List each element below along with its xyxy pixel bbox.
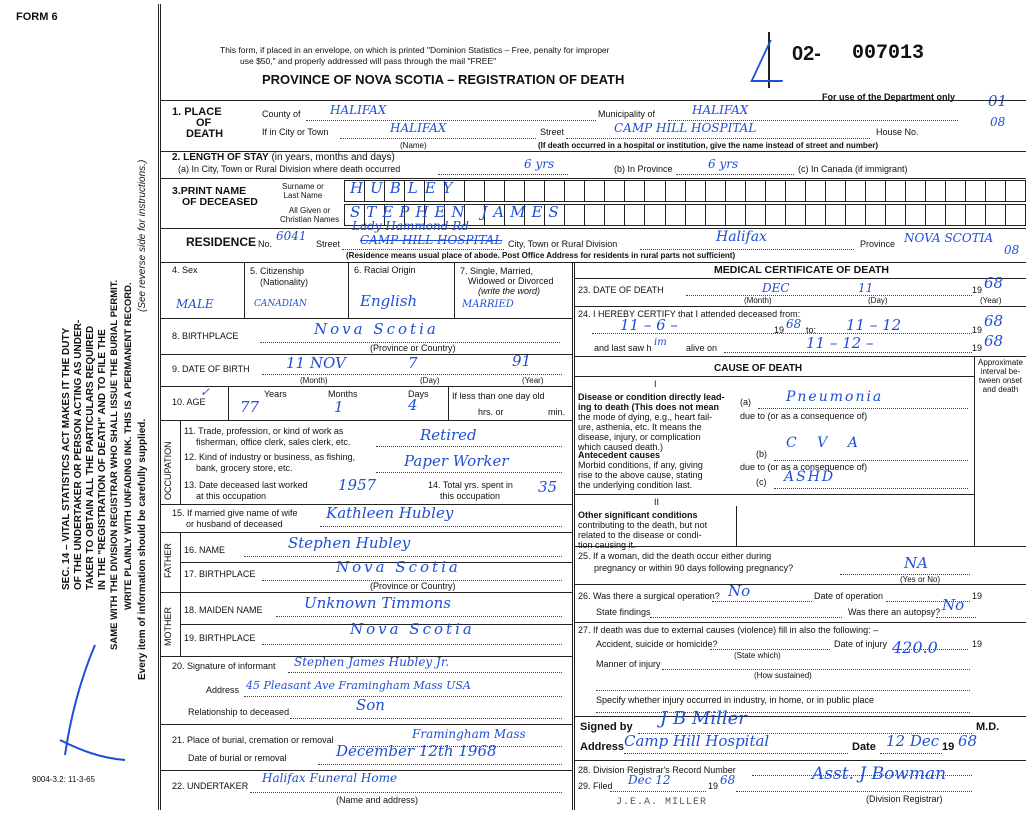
record-number-label: 28. Division Registrar's Record Number — [578, 765, 736, 775]
occ12-label: 12. Kind of industry or business, as fishing, bank, grocery store, etc. — [184, 452, 356, 473]
dept-code-2: 08 — [990, 115, 1006, 129]
filed-year-value: 68 — [720, 773, 736, 787]
surgery-label: 26. Was there a surgical operation? — [578, 591, 720, 601]
cause-c-label: (c) — [756, 477, 767, 487]
residence-city-label: City, Town or Rural Division — [508, 239, 618, 249]
mother-side-label: MOTHER — [163, 607, 173, 646]
sex-value: MALE — [176, 297, 214, 311]
citizenship-value: CANADIAN — [254, 299, 307, 309]
cause-a-label: (a) — [740, 397, 751, 407]
division-registrar-paren: (Division Registrar) — [866, 794, 943, 804]
informant-address-value: 45 Pleasant Ave Framingham Mass USA — [246, 679, 471, 692]
father-birthplace-label: 17. BIRTHPLACE — [184, 569, 256, 579]
side-instruction-2: OF THE UNDERTAKER OR PERSON ACTING AS UNDER- — [73, 319, 84, 590]
relationship-label: Relationship to deceased — [188, 707, 290, 717]
city-value: HALIFAX — [390, 121, 447, 135]
dept-code-1: 01 — [988, 92, 1008, 110]
margin-signature-stroke — [40, 640, 130, 765]
stay-b-label: (b) In Province — [614, 164, 673, 174]
side-instruction-8: (See reverse side for instructions.) — [137, 159, 148, 312]
municipality-value: HALIFAX — [692, 103, 749, 117]
filed-label: 29. Filed — [578, 781, 613, 791]
min-label: min. — [548, 407, 566, 417]
surgery-value: No — [728, 582, 751, 600]
dod-year-value: 68 — [984, 274, 1004, 292]
sign-date-label: Date — [852, 741, 876, 753]
residence-no-label: No. — [258, 239, 273, 249]
mother-maiden-label: 18. MAIDEN NAME — [184, 605, 263, 615]
antecedent-label: Antecedent causes Morbid conditions, if any, giving rise to the above cause, stating the underlying condition last. — [578, 450, 703, 490]
interval-label: Approximate interval be- tween onset and death — [978, 358, 1023, 394]
dod-month-paren: (Month) — [744, 296, 772, 305]
residence-no-value: 6041 — [276, 229, 307, 243]
pregnancy-label-1: 25. If a woman, did the death occur either during — [578, 551, 772, 561]
stay-a-label: (a) In City, Town or Rural Division where death occurred — [178, 164, 401, 174]
house-no-label: House No. — [876, 127, 919, 137]
burial-date-value: December 12th 1968 — [336, 742, 497, 760]
stay-b-value: 6 yrs — [708, 157, 739, 171]
age-months-label: Months — [328, 389, 358, 399]
specify-label: Specify whether injury occurred in industry, in home, or in public place — [596, 695, 874, 705]
length-of-stay-heading: 2. LENGTH OF STAY (in years, months and days) — [172, 152, 395, 163]
autopsy-value: No — [942, 596, 965, 614]
age-days-value: 4 — [408, 396, 418, 414]
residence-city-value: Halifax — [716, 229, 767, 245]
informant-address-label: Address — [206, 685, 240, 695]
cert-to-label: to: — [806, 325, 817, 335]
undertaker-paren: (Name and address) — [336, 795, 419, 805]
yes-no-paren: (Yes or No) — [900, 575, 941, 584]
injury-19: 19 — [972, 639, 983, 649]
doctor-address-value: Camp Hill Hospital — [624, 732, 770, 750]
surname-label: Surname or Last Name — [282, 182, 324, 200]
side-instruction-3: TAKER TO OBTAIN ALL THE PARTICULARS REQUIRED — [85, 325, 96, 590]
cause-a-value: Pneumonia — [786, 389, 884, 405]
alive-on-label: alive on — [686, 343, 718, 353]
undertaker-value: Halifax Funeral Home — [262, 771, 398, 785]
occ11-label: 11. Trade, profession, or kind of work as fisherman, office clerk, sales clerk, etc. — [184, 426, 351, 447]
father-name-value: Stephen Hubley — [288, 534, 411, 552]
dob-month-paren: (Month) — [300, 376, 328, 385]
marital-status-value: MARRIED — [462, 299, 514, 310]
cert-from-value: 11 – 6 – — [620, 316, 678, 334]
burial-date-label: Date of burial or removal — [188, 753, 287, 763]
stay-a-value: 6 yrs — [524, 157, 555, 171]
cause-part-i: I — [654, 379, 657, 389]
relationship-value: Son — [356, 696, 385, 714]
sign-year-value: 68 — [958, 732, 978, 750]
informant-value: Stephen James Hubley Jr. — [294, 655, 450, 669]
birthplace-value: Nova Scotia — [314, 320, 439, 338]
birthplace-paren: (Province or Country) — [370, 343, 456, 353]
age-check-icon: ✓ — [200, 385, 211, 399]
surname-value: HUBLEY — [350, 179, 460, 197]
citizenship-label: 5. Citizenship (Nationality) — [250, 266, 309, 287]
sign-date-value: 12 Dec — [886, 732, 940, 750]
dob-label: 9. DATE OF BIRTH — [172, 364, 250, 374]
residence-street-label: Street — [316, 239, 341, 249]
given-names-value: STEPHEN JAMES — [350, 203, 565, 221]
residence-province-value: NOVA SCOTIA — [904, 231, 994, 245]
md-label: M.D. — [976, 721, 1000, 733]
father-birthplace-paren: (Province or Country) — [370, 581, 456, 591]
cause-b-label: (b) — [756, 449, 767, 459]
form-number: FORM 6 — [16, 11, 58, 23]
sign-19: 19 — [942, 741, 955, 753]
dob-year-paren: (Year) — [522, 376, 544, 385]
name-paren-label: (Name) — [400, 141, 427, 150]
given-names-label: All Given or Christian Names — [280, 206, 340, 224]
cert-to-19: 19 — [972, 325, 983, 335]
signed-by-value: J B Miller — [660, 708, 747, 729]
cert-from-19: 19 — [774, 325, 785, 335]
pregnancy-label-2: pregnancy or within 90 days following pregnancy? — [594, 563, 794, 573]
manner-of-injury-label: Manner of injury — [596, 659, 661, 669]
marital-status-label: 7. Single, Married, Widowed or Divorced (write the word) — [460, 266, 554, 296]
dob-month-value: 11 NOV — [286, 354, 346, 372]
certify-label: 24. I HEREBY CERTIFY that I attended deceased from: — [578, 309, 801, 319]
side-instruction-1: SEC. 14 – VITAL STATISTICS ACT MAKES IT THE DUTY — [61, 327, 72, 590]
due-to-label-2: due to (or as a consequence of) — [740, 462, 868, 472]
alive-year: 68 — [984, 332, 1004, 350]
father-side-label: FATHER — [163, 543, 173, 578]
side-instruction-6: WRITE PLAINLY WITH UNFADING INK. THIS IS A PERMANENT RECORD. — [123, 282, 134, 610]
dod-day-paren: (Day) — [868, 296, 888, 305]
father-birthplace-value: Nova Scotia — [336, 558, 461, 576]
how-sustained-paren: (How sustained) — [754, 671, 812, 680]
state-which-paren: (State which) — [734, 651, 781, 660]
residence-code: 08 — [1004, 243, 1020, 257]
miller-stamp: J.E.A. MILLER — [616, 797, 708, 808]
racial-origin-label: 6. Racial Origin — [354, 265, 416, 275]
dod-month-value: DEC — [762, 281, 790, 295]
alive-on-value: 11 – 12 – — [806, 334, 874, 352]
age-years-value: 77 — [240, 398, 260, 416]
disease-label: Disease or condition directly lead- ing to death (This does not mean the mode of dying, e.g., heart fail- ure, asthenia, etc. It means the disease, injury, or complication which caused death.) — [578, 392, 725, 452]
side-instruction-7: Every item of information should be carefully supplied. — [137, 418, 148, 680]
age-months-value: 1 — [334, 398, 344, 416]
cause-of-death-heading: CAUSE OF DEATH — [714, 363, 803, 374]
burial-place-label: 21. Place of burial, cremation or removal — [172, 735, 334, 745]
county-label: County of — [262, 109, 301, 119]
registrar-signature: Asst. J Bowman — [812, 764, 947, 784]
burial-place-value: Framingham Mass — [412, 727, 526, 741]
age-label: 10. AGE — [172, 397, 206, 407]
occupation-side-label: OCCUPATION — [163, 441, 173, 500]
place-of-death-heading: 1. PLACE OF DEATH — [172, 106, 224, 140]
accident-label: Accident, suicide or homicide? — [596, 639, 718, 649]
mother-birthplace-value: Nova Scotia — [350, 620, 475, 638]
dod-day-value: 11 — [858, 281, 874, 295]
residence-province-label: Province — [860, 239, 896, 249]
due-to-label-1: due to (or as a consequence of) — [740, 411, 868, 421]
occ13-label: 13. Date deceased last worked at this occupation — [184, 480, 308, 501]
street-value: CAMP HILL HOSPITAL — [614, 121, 757, 135]
last-saw-label: and last saw h — [594, 343, 652, 353]
medical-certificate-heading: MEDICAL CERTIFICATE OF DEATH — [714, 264, 889, 276]
footer-code: 9004-3.2: 11-3-65 — [32, 775, 96, 784]
cert-from-year: 68 — [786, 317, 802, 331]
residence-note: (Residence means usual place of abode. Post Office Address for residents in rural parts not sufficient) — [346, 251, 736, 260]
mother-maiden-value: Unknown Timmons — [304, 594, 451, 612]
occ12-value: Paper Worker — [404, 452, 509, 470]
less-day-label: If less than one day old — [452, 391, 545, 401]
filed-19: 19 — [708, 781, 719, 791]
other-conditions-label: Other significant conditions contributing to the death, but not related to the disease or condi- tion causing it. — [578, 510, 708, 550]
spouse-value: Kathleen Hubley — [326, 504, 454, 522]
signed-by-label: Signed by — [580, 721, 633, 733]
dod-19-prefix: 19 — [972, 285, 983, 295]
mail-notice: This form, if placed in an envelope, on which is printed "Dominion Statistics – Free, penalty for improper — [220, 45, 610, 55]
street-label: Street — [540, 127, 565, 137]
city-label: If in City or Town — [262, 127, 329, 137]
alive-19: 19 — [972, 343, 983, 353]
occ13-value: 1957 — [338, 476, 377, 494]
residence-street-new: Lady Hammond Rd — [352, 219, 469, 233]
hrs-label: hrs. or — [478, 407, 504, 417]
sex-label: 4. Sex — [172, 265, 198, 275]
dod-year-paren: (Year) — [980, 296, 1002, 305]
mail-notice-2: use $50," and properly addressed will pass through the mail "FREE" — [240, 56, 497, 66]
dob-day-paren: (Day) — [420, 376, 440, 385]
date-of-operation-label: Date of operation — [814, 591, 884, 601]
birthplace-label: 8. BIRTHPLACE — [172, 331, 239, 341]
cause-part-ii: II — [654, 497, 660, 507]
father-name-label: 16. NAME — [184, 545, 226, 555]
informant-label: 20. Signature of informant — [172, 661, 276, 671]
doctor-address-label: Address — [580, 741, 625, 753]
date-of-injury-label: Date of injury — [834, 639, 888, 649]
age-days-label: Days — [408, 389, 429, 399]
last-saw-him: im — [654, 337, 667, 348]
occ14-label: 14. Total yrs. spent in this occupation — [428, 480, 513, 501]
code-420-value: 420.0 — [892, 638, 938, 657]
side-instruction-4: IN THE "REGISTRATION OF DEATH" AND TO FILE THE — [97, 329, 108, 590]
filed-date-value: Dec 12 — [628, 773, 671, 787]
residence-heading: RESIDENCE — [186, 235, 257, 249]
undertaker-label: 22. UNDERTAKER — [172, 781, 249, 791]
age-years-label: Years — [264, 389, 287, 399]
cert-to-value: 11 – 12 — [846, 316, 902, 334]
reg-prefix: 02- — [792, 43, 821, 65]
occ11-value: Retired — [420, 426, 477, 444]
autopsy-label: Was there an autopsy? — [848, 607, 941, 617]
racial-origin-value: English — [360, 292, 418, 310]
county-value: HALIFAX — [330, 103, 387, 117]
cause-b-value: C V A — [786, 435, 866, 451]
date-of-death-label: 23. DATE OF DEATH — [578, 285, 664, 295]
dept-use-label: For use of the Department only — [822, 92, 956, 102]
side-instruction-5: SAME WITH THE DIVISION REGISTRAR WHO SHALL ISSUE THE BURIAL PERMIT. — [109, 279, 120, 650]
operation-19: 19 — [972, 591, 983, 601]
cert-to-year: 68 — [984, 312, 1004, 330]
print-name-heading: 3.PRINT NAME OF DECEASED — [172, 185, 258, 208]
dob-year-value: 91 — [512, 352, 532, 370]
form-title: PROVINCE OF NOVA SCOTIA – REGISTRATION OF DEATH — [262, 72, 625, 87]
dob-day-value: 7 — [408, 354, 418, 372]
stay-c-label: (c) In Canada (if immigrant) — [798, 164, 908, 174]
cause-c-value: ASHD — [784, 469, 836, 485]
reg-number: 007013 — [852, 42, 925, 65]
spouse-label: 15. If married give name of wife or husband of deceased — [172, 508, 298, 529]
hospital-note: (If death occurred in a hospital or institution, give the name instead of street and number) — [538, 141, 879, 150]
external-causes-label: 27. If death was due to external causes (violence) fill in also the following: – — [578, 625, 879, 635]
pregnancy-value: NA — [904, 554, 928, 572]
registration-number-box — [768, 32, 1028, 88]
occ14-value: 35 — [538, 478, 558, 496]
residence-street-old: CAMP HILL HOSPITAL — [360, 233, 503, 247]
mother-birthplace-label: 19. BIRTHPLACE — [184, 633, 256, 643]
municipality-label: Municipality of — [598, 109, 656, 119]
state-findings-label: State findings — [596, 607, 651, 617]
